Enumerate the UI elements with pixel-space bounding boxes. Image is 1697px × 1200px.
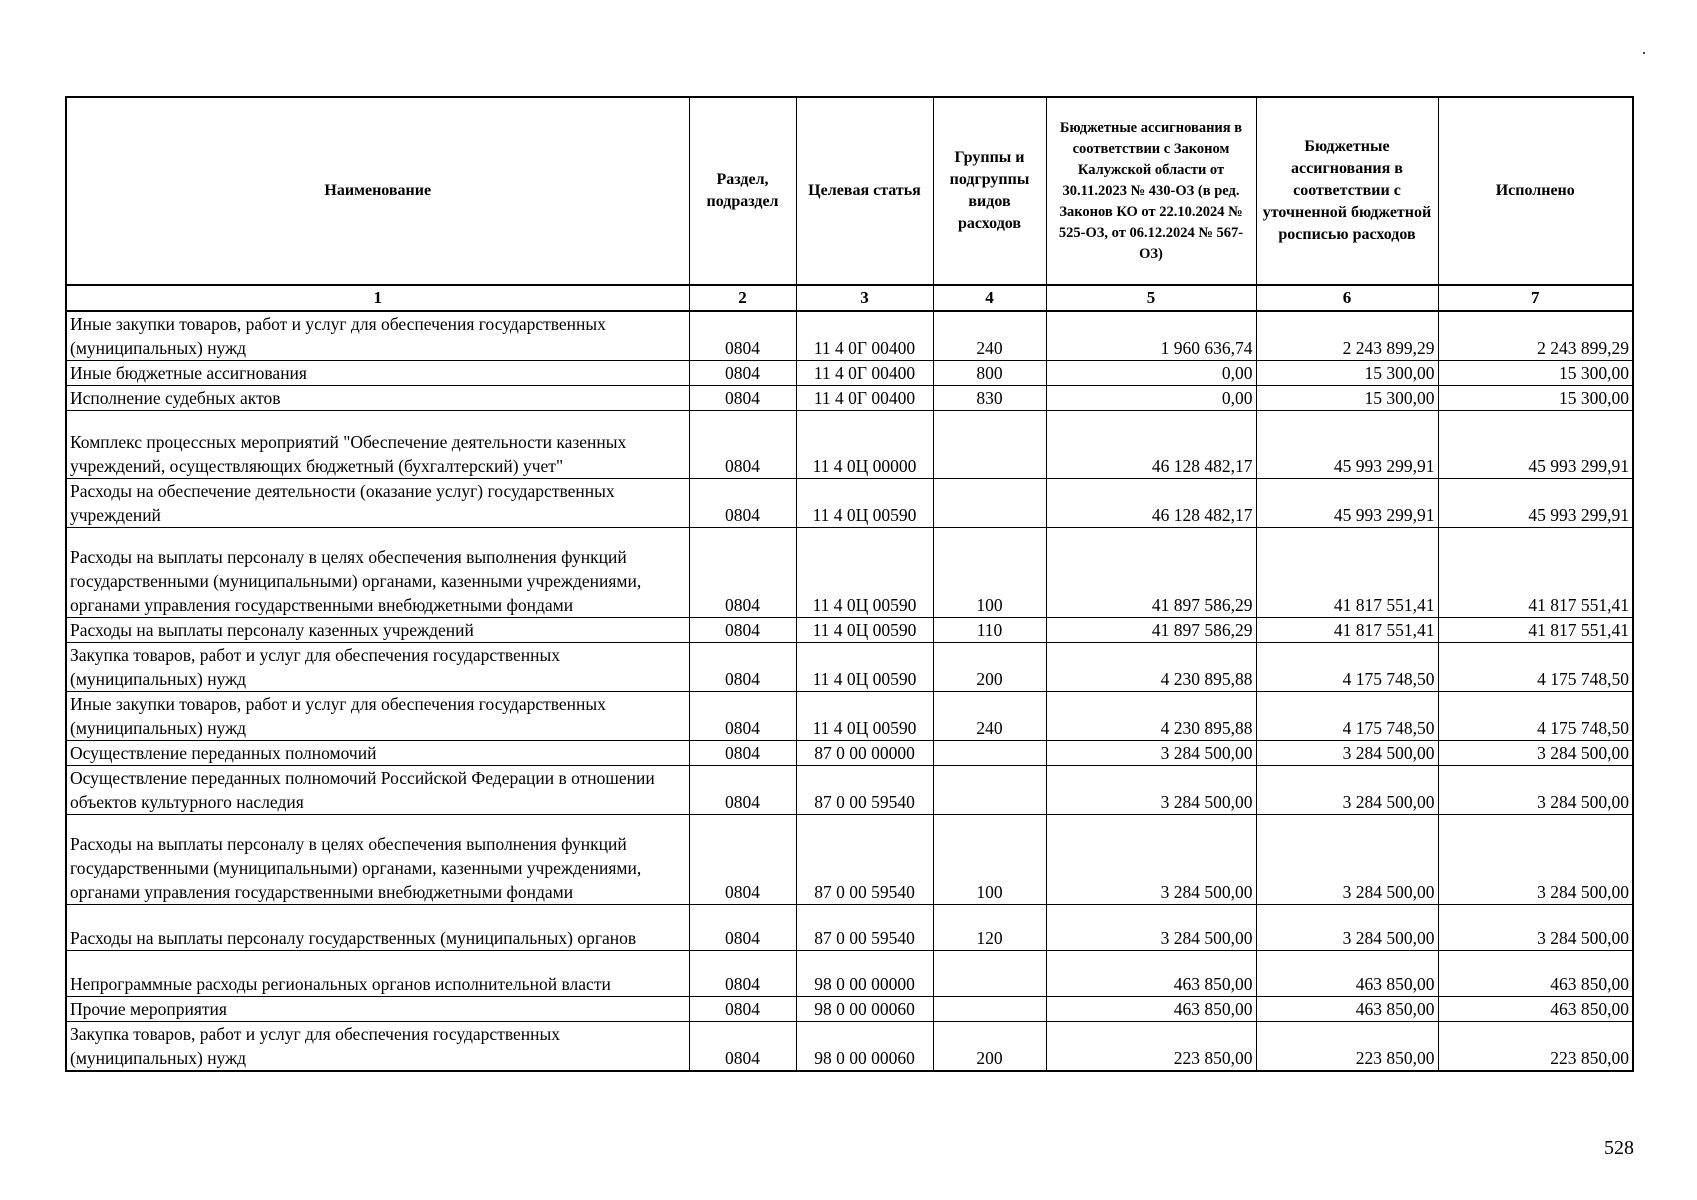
header-section: Раздел, подраздел <box>689 97 796 285</box>
row-executed-amount: 45 993 299,91 <box>1438 411 1633 479</box>
header-groups: Группы и подгруппы видов расходов <box>933 97 1046 285</box>
row-name: Комплекс процессных мероприятий "Обеспечение деятельности казенных учреждений, осуществляющих бюджетный (бухгалтерский) учет" <box>66 411 689 479</box>
row-refined-amount: 3 284 500,00 <box>1256 741 1438 766</box>
column-number: 5 <box>1046 285 1256 311</box>
row-group: 100 <box>933 815 1046 905</box>
table-row <box>66 741 1633 766</box>
row-group <box>933 951 1046 997</box>
row-executed-amount: 2 243 899,29 <box>1438 311 1633 361</box>
row-law-amount: 46 128 482,17 <box>1046 411 1256 479</box>
row-executed-amount: 3 284 500,00 <box>1438 905 1633 951</box>
row-refined-amount: 2 243 899,29 <box>1256 311 1438 361</box>
header-target: Целевая статья <box>796 97 933 285</box>
header-executed: Исполнено <box>1438 97 1633 285</box>
row-target: 11 4 0Ц 00590 <box>796 643 933 692</box>
table-row <box>66 643 1633 692</box>
table-row <box>66 905 1633 951</box>
row-group: 100 <box>933 528 1046 618</box>
row-name: Расходы на выплаты персоналу государственных (муниципальных) органов <box>66 905 689 951</box>
row-target: 11 4 0Ц 00000 <box>796 411 933 479</box>
row-target: 11 4 0Г 00400 <box>796 361 933 386</box>
table-body <box>66 311 1633 1071</box>
row-section: 0804 <box>689 311 796 361</box>
table-row <box>66 361 1633 386</box>
table-row <box>66 528 1633 618</box>
table-row <box>66 311 1633 361</box>
row-refined-amount: 45 993 299,91 <box>1256 411 1438 479</box>
row-law-amount: 463 850,00 <box>1046 951 1256 997</box>
row-executed-amount: 15 300,00 <box>1438 386 1633 411</box>
row-executed-amount: 3 284 500,00 <box>1438 741 1633 766</box>
row-refined-amount: 41 817 551,41 <box>1256 618 1438 643</box>
column-number: 1 <box>66 285 689 311</box>
row-group <box>933 997 1046 1022</box>
row-law-amount: 4 230 895,88 <box>1046 643 1256 692</box>
table-row <box>66 386 1633 411</box>
column-number-row <box>66 285 1633 311</box>
row-executed-amount: 463 850,00 <box>1438 951 1633 997</box>
row-name: Исполнение судебных актов <box>66 386 689 411</box>
column-number: 7 <box>1438 285 1633 311</box>
row-name: Закупка товаров, работ и услуг для обеспечения государственных (муниципальных) нужд <box>66 1022 689 1072</box>
row-group: 120 <box>933 905 1046 951</box>
table-row <box>66 997 1633 1022</box>
row-section: 0804 <box>689 766 796 815</box>
row-executed-amount: 223 850,00 <box>1438 1022 1633 1072</box>
row-refined-amount: 4 175 748,50 <box>1256 692 1438 741</box>
row-refined-amount: 3 284 500,00 <box>1256 815 1438 905</box>
row-law-amount: 223 850,00 <box>1046 1022 1256 1072</box>
row-section: 0804 <box>689 951 796 997</box>
row-refined-amount: 3 284 500,00 <box>1256 905 1438 951</box>
row-group: 200 <box>933 643 1046 692</box>
row-target: 11 4 0Г 00400 <box>796 311 933 361</box>
row-section: 0804 <box>689 528 796 618</box>
row-law-amount: 3 284 500,00 <box>1046 905 1256 951</box>
row-group: 240 <box>933 692 1046 741</box>
row-target: 11 4 0Ц 00590 <box>796 479 933 528</box>
row-executed-amount: 4 175 748,50 <box>1438 643 1633 692</box>
row-executed-amount: 41 817 551,41 <box>1438 618 1633 643</box>
row-group <box>933 479 1046 528</box>
row-target: 98 0 00 00000 <box>796 951 933 997</box>
row-executed-amount: 3 284 500,00 <box>1438 766 1633 815</box>
row-target: 11 4 0Ц 00590 <box>796 692 933 741</box>
row-name: Расходы на обеспечение деятельности (оказание услуг) государственных учреждений <box>66 479 689 528</box>
row-group: 830 <box>933 386 1046 411</box>
budget-table <box>65 96 1634 1072</box>
row-target: 98 0 00 00060 <box>796 997 933 1022</box>
header-row <box>66 97 1633 285</box>
row-target: 11 4 0Ц 00590 <box>796 618 933 643</box>
table-row <box>66 951 1633 997</box>
row-name: Иные бюджетные ассигнования <box>66 361 689 386</box>
row-section: 0804 <box>689 411 796 479</box>
row-refined-amount: 223 850,00 <box>1256 1022 1438 1072</box>
row-refined-amount: 463 850,00 <box>1256 951 1438 997</box>
row-group: 240 <box>933 311 1046 361</box>
row-executed-amount: 4 175 748,50 <box>1438 692 1633 741</box>
row-refined-amount: 45 993 299,91 <box>1256 479 1438 528</box>
table-row <box>66 479 1633 528</box>
row-refined-amount: 41 817 551,41 <box>1256 528 1438 618</box>
row-section: 0804 <box>689 741 796 766</box>
row-section: 0804 <box>689 815 796 905</box>
row-group: 110 <box>933 618 1046 643</box>
column-number: 6 <box>1256 285 1438 311</box>
header-name: Наименование <box>66 97 689 285</box>
table-row <box>66 692 1633 741</box>
row-section: 0804 <box>689 618 796 643</box>
row-name: Непрограммные расходы региональных органов исполнительной власти <box>66 951 689 997</box>
page-number: 528 <box>1604 1137 1634 1159</box>
row-target: 87 0 00 59540 <box>796 815 933 905</box>
row-section: 0804 <box>689 692 796 741</box>
row-name: Иные закупки товаров, работ и услуг для обеспечения государственных (муниципальных) нужд <box>66 311 689 361</box>
row-law-amount: 0,00 <box>1046 361 1256 386</box>
row-refined-amount: 4 175 748,50 <box>1256 643 1438 692</box>
row-executed-amount: 15 300,00 <box>1438 361 1633 386</box>
row-target: 87 0 00 59540 <box>796 905 933 951</box>
row-law-amount: 46 128 482,17 <box>1046 479 1256 528</box>
row-executed-amount: 45 993 299,91 <box>1438 479 1633 528</box>
row-section: 0804 <box>689 479 796 528</box>
column-number: 3 <box>796 285 933 311</box>
column-number: 4 <box>933 285 1046 311</box>
row-law-amount: 3 284 500,00 <box>1046 815 1256 905</box>
row-group <box>933 411 1046 479</box>
row-section: 0804 <box>689 997 796 1022</box>
row-section: 0804 <box>689 643 796 692</box>
table-row <box>66 1022 1633 1072</box>
row-executed-amount: 463 850,00 <box>1438 997 1633 1022</box>
table-row <box>66 815 1633 905</box>
row-name: Прочие мероприятия <box>66 997 689 1022</box>
row-name: Расходы на выплаты персоналу в целях обеспечения выполнения функций государственными (муниципальными) органами, казенными учреждениями, органами управления государственными внебюджетными фондами <box>66 528 689 618</box>
row-law-amount: 41 897 586,29 <box>1046 618 1256 643</box>
row-name: Закупка товаров, работ и услуг для обеспечения государственных (муниципальных) нужд <box>66 643 689 692</box>
table-row <box>66 766 1633 815</box>
row-section: 0804 <box>689 361 796 386</box>
row-executed-amount: 3 284 500,00 <box>1438 815 1633 905</box>
row-group: 800 <box>933 361 1046 386</box>
row-law-amount: 41 897 586,29 <box>1046 528 1256 618</box>
row-refined-amount: 15 300,00 <box>1256 386 1438 411</box>
row-target: 98 0 00 00060 <box>796 1022 933 1072</box>
row-section: 0804 <box>689 905 796 951</box>
row-target: 11 4 0Ц 00590 <box>796 528 933 618</box>
row-law-amount: 1 960 636,74 <box>1046 311 1256 361</box>
row-law-amount: 4 230 895,88 <box>1046 692 1256 741</box>
row-group <box>933 741 1046 766</box>
row-section: 0804 <box>689 386 796 411</box>
row-group: 200 <box>933 1022 1046 1072</box>
scan-speck <box>1643 52 1645 54</box>
row-name: Иные закупки товаров, работ и услуг для обеспечения государственных (муниципальных) нужд <box>66 692 689 741</box>
row-law-amount: 3 284 500,00 <box>1046 766 1256 815</box>
header-law-appropriations: Бюджетные ассигнования в соответствии с Законом Калужской области от 30.11.2023 № 430-ОЗ (в ред. Законов КО от 22.10.2024 № 525-ОЗ, от 06.12.2024 № 567-ОЗ) <box>1046 97 1256 285</box>
table-row <box>66 618 1633 643</box>
row-law-amount: 463 850,00 <box>1046 997 1256 1022</box>
row-executed-amount: 41 817 551,41 <box>1438 528 1633 618</box>
row-name: Осуществление переданных полномочий <box>66 741 689 766</box>
row-target: 87 0 00 00000 <box>796 741 933 766</box>
row-section: 0804 <box>689 1022 796 1072</box>
row-group <box>933 766 1046 815</box>
row-name: Осуществление переданных полномочий Российской Федерации в отношении объектов культурного наследия <box>66 766 689 815</box>
row-refined-amount: 463 850,00 <box>1256 997 1438 1022</box>
row-law-amount: 0,00 <box>1046 386 1256 411</box>
row-refined-amount: 3 284 500,00 <box>1256 766 1438 815</box>
column-number: 2 <box>689 285 796 311</box>
row-target: 87 0 00 59540 <box>796 766 933 815</box>
table-row <box>66 411 1633 479</box>
header-refined-appropriations: Бюджетные ассигнования в соответствии с уточненной бюджетной росписью расходов <box>1256 97 1438 285</box>
row-refined-amount: 15 300,00 <box>1256 361 1438 386</box>
row-name: Расходы на выплаты персоналу в целях обеспечения выполнения функций государственными (муниципальными) органами, казенными учреждениями, органами управления государственными внебюджетными фондами <box>66 815 689 905</box>
row-name: Расходы на выплаты персоналу казенных учреждений <box>66 618 689 643</box>
row-target: 11 4 0Г 00400 <box>796 386 933 411</box>
row-law-amount: 3 284 500,00 <box>1046 741 1256 766</box>
